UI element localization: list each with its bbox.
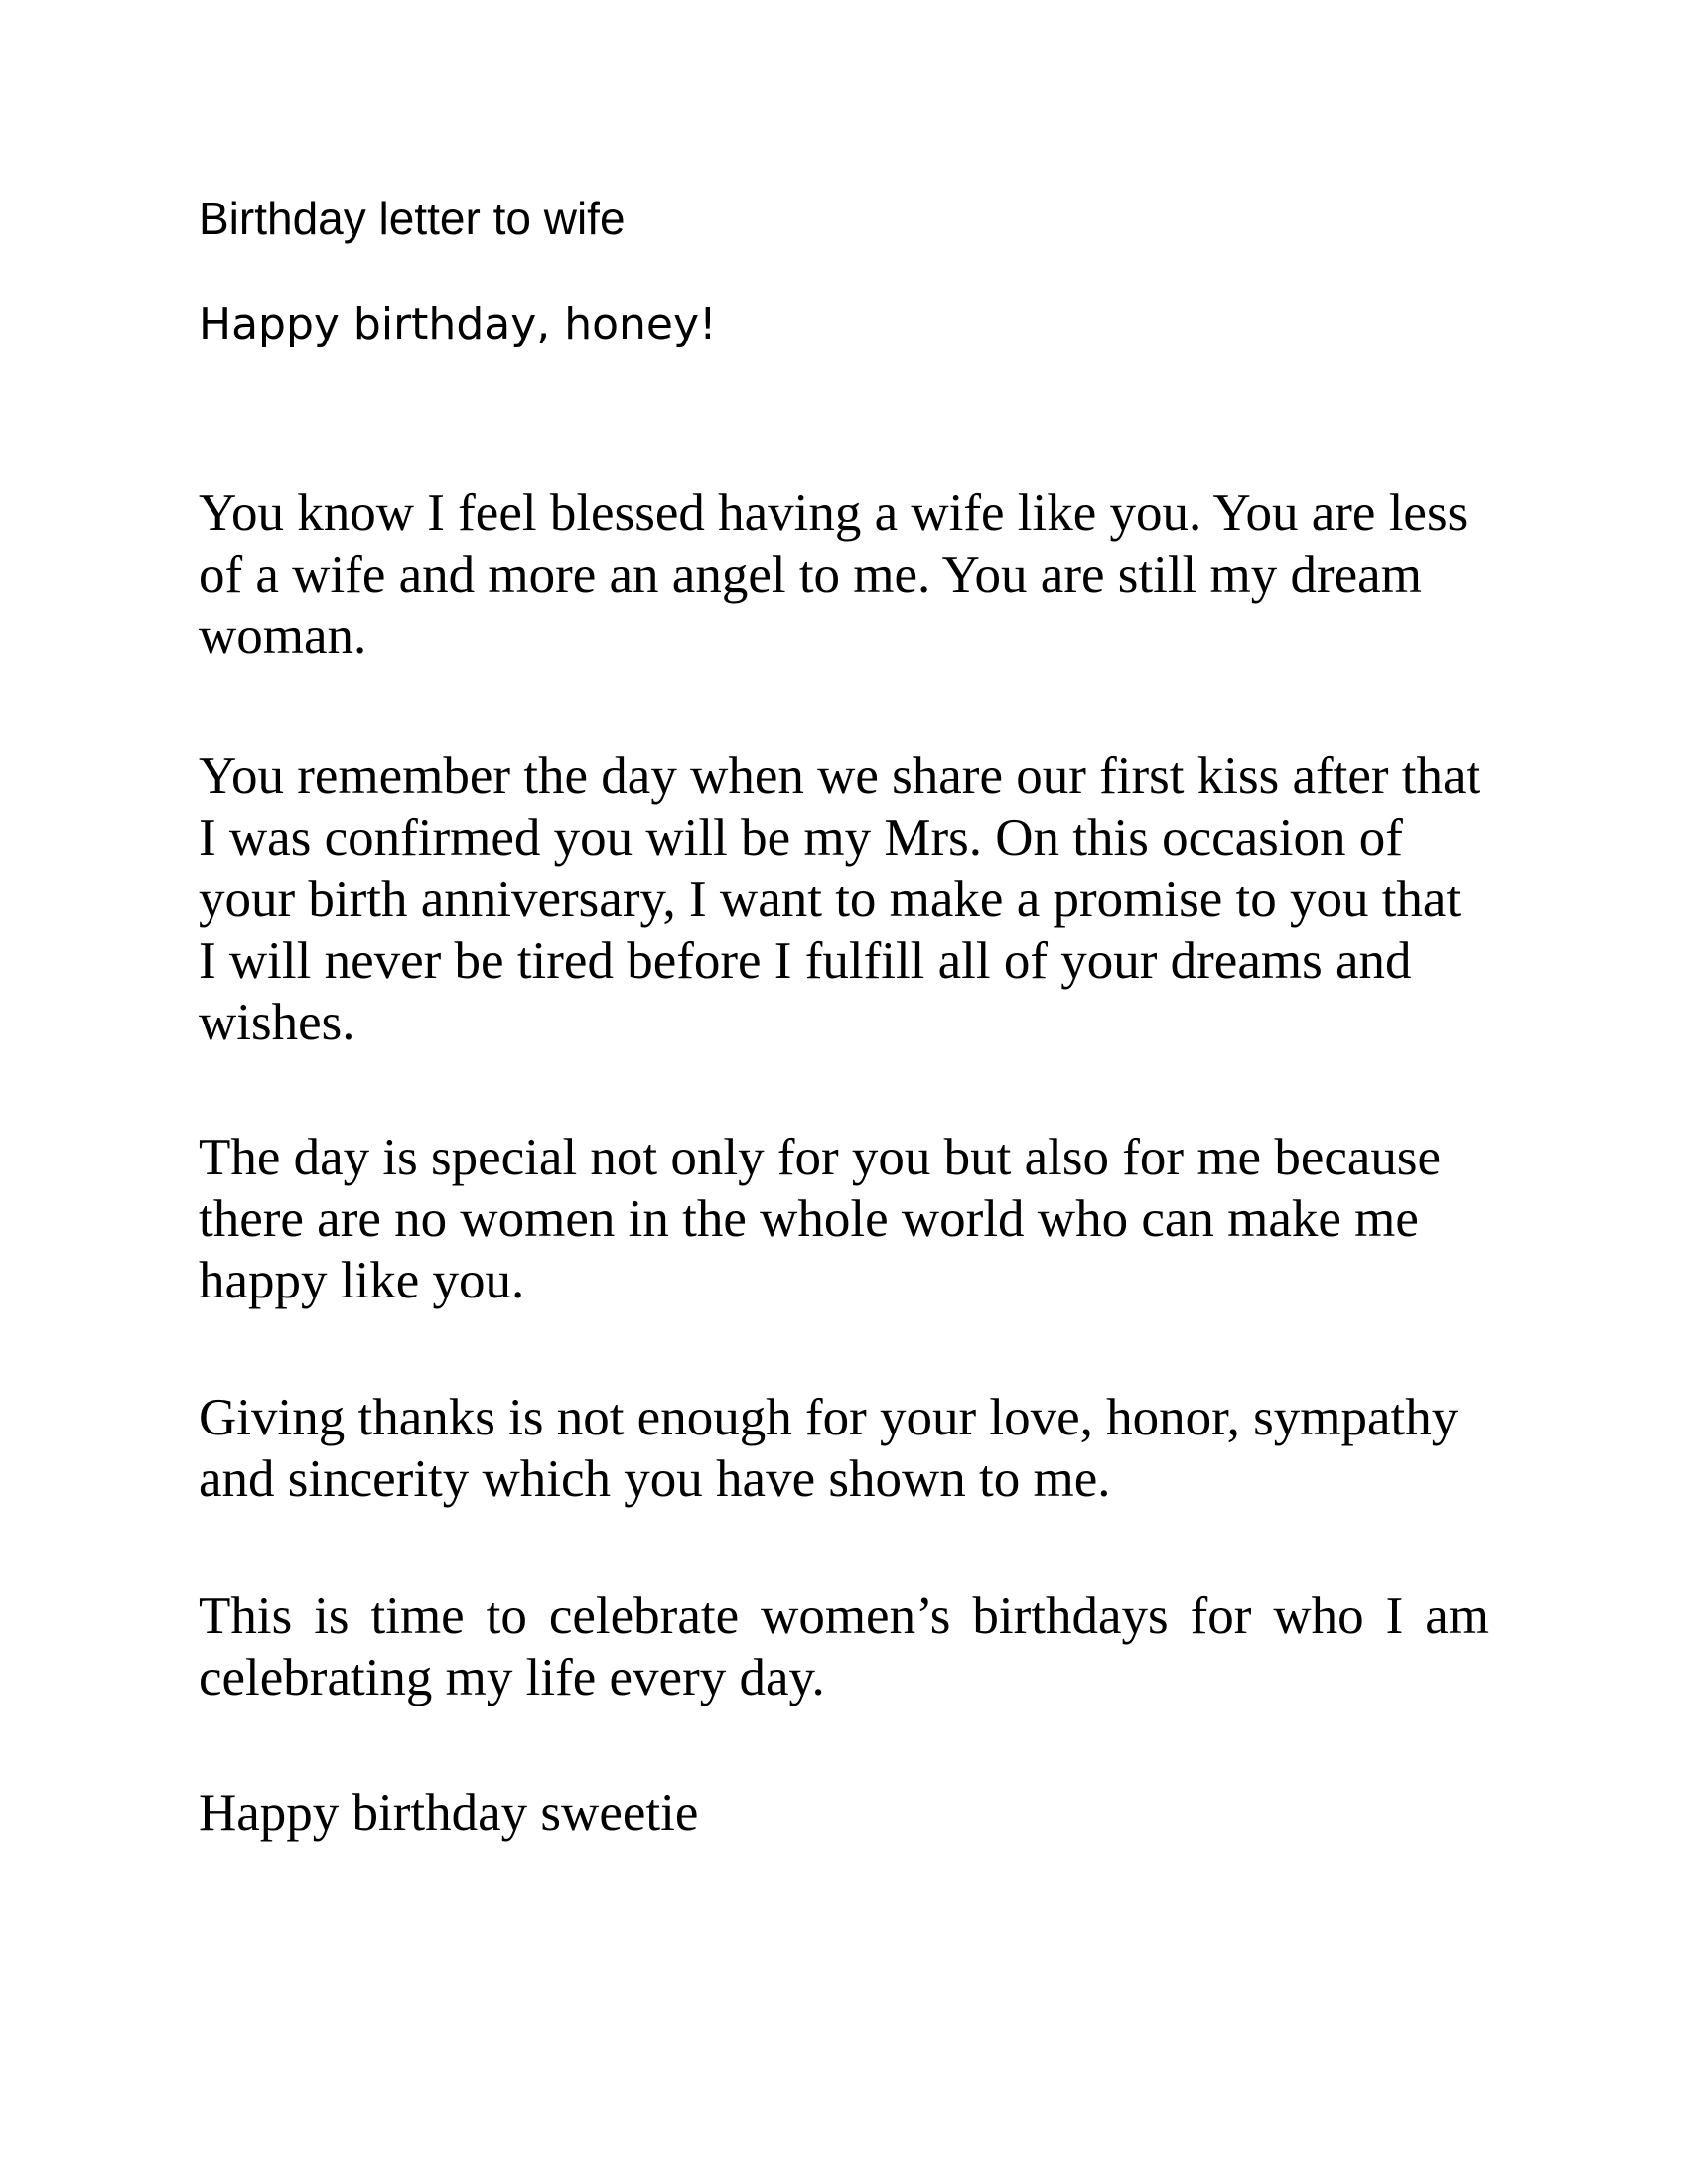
letter-paragraph-1: You know I feel blessed having a wife like you. You are less of a wife and more an angel to me. You are still my dream woman.: [199, 484, 1469, 665]
letter-greeting: Happy birthday, honey!: [199, 299, 717, 349]
letter-paragraph-4: Giving thanks is not enough for your love, honor, sympathy and sincerity which you have shown to me.: [199, 1389, 1459, 1508]
letter-paragraph-2: You remember the day when we share our first kiss after that I was confirmed you will be my Mrs. On this occasion of your birth anniversary, I want to make a promise to you that I will never be tired before I fulfill all of your dreams and wishes.: [199, 748, 1481, 1051]
letter-closing: Happy birthday sweetie: [199, 1784, 699, 1842]
letter-paragraph-3: The day is special not only for you but also for me because there are no women in the whole world who can make me happy like you.: [199, 1129, 1442, 1309]
letter-paragraph-5: This is time to celebrate women’s birthdays for who I am celebrating my life every day.: [199, 1587, 1489, 1706]
letter-title: Birthday letter to wife: [199, 193, 626, 244]
